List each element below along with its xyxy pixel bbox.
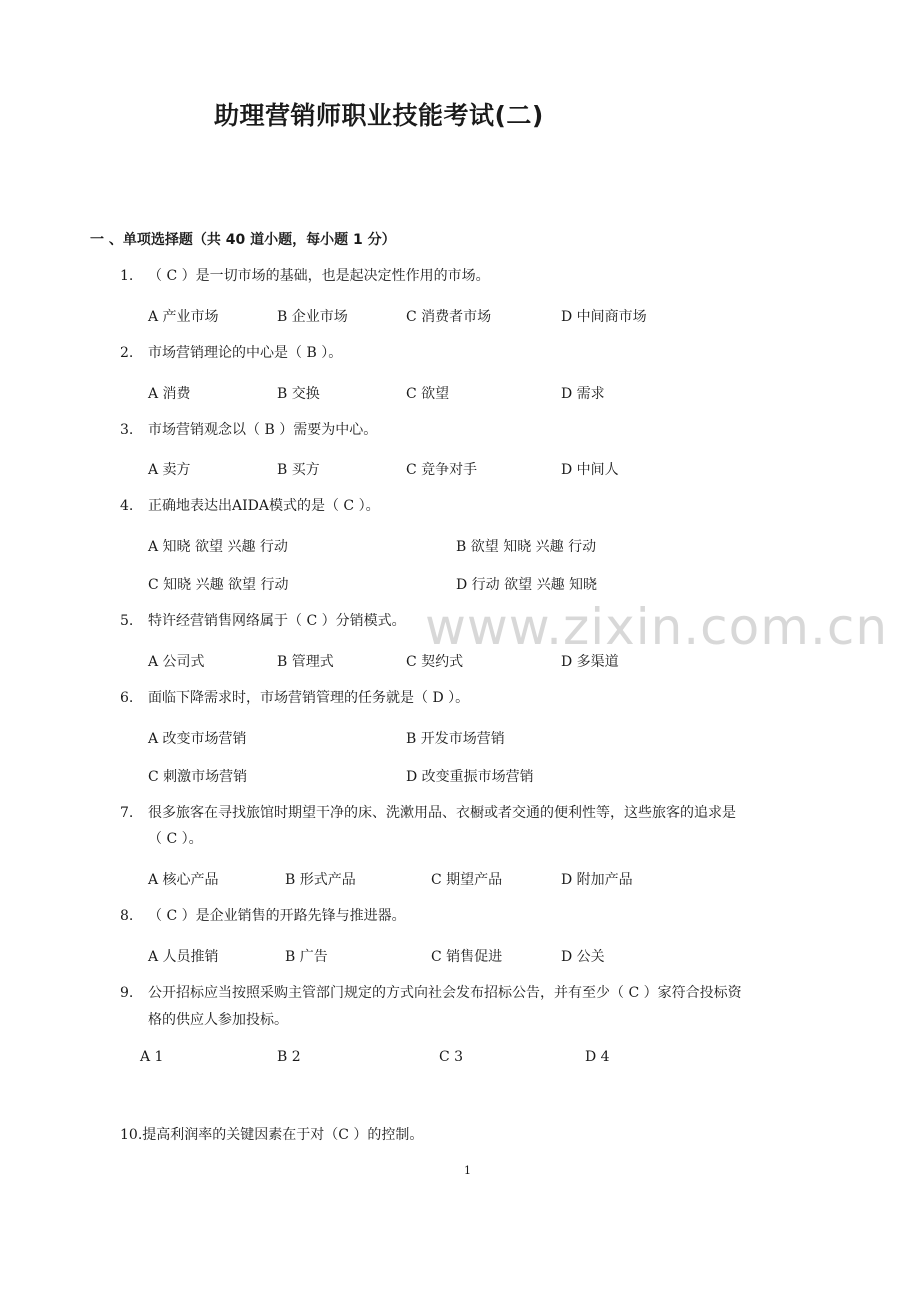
question-text: 市场营销理论的中心是（ B ）。 — [148, 345, 343, 361]
option: B 欲望 知晓 兴趣 行动 — [456, 539, 597, 555]
option: B 开发市场营销 — [406, 731, 505, 747]
question-number: 10. — [120, 1127, 143, 1143]
option: D 需求 — [561, 386, 605, 402]
question-text: 市场营销观念以（ B ）需要为中心。 — [148, 422, 378, 438]
question-9 — [120, 980, 742, 1007]
question-5 — [120, 608, 406, 635]
option: A 人员推销 — [148, 949, 219, 965]
question-2 — [120, 340, 342, 367]
option: A 1 — [140, 1049, 164, 1065]
option: D 公关 — [561, 949, 605, 965]
question-number: 8. — [120, 908, 134, 924]
option: B 交换 — [277, 386, 320, 402]
question-text: （ C ）是一切市场的基础，也是起决定性作用的市场。 — [148, 268, 490, 284]
question-7 — [120, 800, 736, 827]
question-text: 提高利润率的关键因素在于对（C ）的控制。 — [142, 1127, 424, 1143]
question-number: 7. — [120, 805, 134, 821]
question-3 — [120, 417, 377, 444]
question-number: 5. — [120, 613, 134, 629]
page-title: 助理营销师职业技能考试(二) — [214, 101, 544, 130]
option: B 管理式 — [277, 654, 334, 670]
option: B 形式产品 — [285, 872, 356, 888]
question-4 — [120, 493, 380, 520]
option: C 欲望 — [406, 386, 450, 402]
option: D 4 — [585, 1049, 610, 1065]
question-10 — [120, 1122, 423, 1149]
question-number: 6. — [120, 690, 134, 706]
option: B 买方 — [277, 462, 320, 478]
question-8 — [120, 903, 406, 930]
question-number: 9. — [120, 985, 134, 1001]
option: B 企业市场 — [277, 309, 348, 325]
option: D 多渠道 — [561, 654, 619, 670]
option: A 公司式 — [148, 654, 205, 670]
option: B 广告 — [285, 949, 328, 965]
question-text-continued: （ C ）。 — [148, 831, 203, 847]
question-text: 公开招标应当按照采购主管部门规定的方式向社会发布招标公告，并有至少（ C ）家符合投标资 — [148, 985, 742, 1001]
option: C 知晓 兴趣 欲望 行动 — [148, 577, 289, 593]
question-text-continued: 格的供应人参加投标。 — [148, 1012, 288, 1028]
option: B 2 — [277, 1049, 301, 1065]
option: A 改变市场营销 — [148, 731, 247, 747]
option: A 核心产品 — [148, 872, 219, 888]
question-text: 很多旅客在寻找旅馆时期望干净的床、洗漱用品、衣橱或者交通的便利性等，这些旅客的追求是 — [148, 805, 736, 821]
question-text: 面临下降需求时，市场营销管理的任务就是（ D ）。 — [148, 690, 470, 706]
question-1 — [120, 263, 490, 290]
option: D 中间商市场 — [561, 309, 647, 325]
option: D 行动 欲望 兴趣 知晓 — [456, 577, 598, 593]
option: C 3 — [439, 1049, 464, 1065]
watermark: www.zixin.com.cn — [425, 598, 889, 656]
option: A 消费 — [148, 386, 191, 402]
option: A 知晓 欲望 兴趣 行动 — [148, 539, 288, 555]
question-number: 2. — [120, 345, 134, 361]
question-6 — [120, 685, 469, 712]
option: D 改变重振市场营销 — [406, 769, 534, 785]
option: C 消费者市场 — [406, 309, 492, 325]
question-text: 正确地表达出AIDA模式的是（ C ）。 — [148, 498, 380, 514]
option: A 卖方 — [148, 462, 191, 478]
option: C 竞争对手 — [406, 462, 478, 478]
question-text: （ C ）是企业销售的开路先锋与推进器。 — [148, 908, 406, 924]
question-number: 3. — [120, 422, 134, 438]
question-number: 4. — [120, 498, 134, 514]
question-number: 1. — [120, 268, 134, 284]
option: D 附加产品 — [561, 872, 633, 888]
option: C 期望产品 — [431, 872, 503, 888]
option: D 中间人 — [561, 462, 619, 478]
section-heading: 一 、单项选择题（共 40 道小题，每小题 1 分） — [90, 232, 396, 248]
page-number: 1 — [464, 1164, 471, 1177]
option: C 销售促进 — [431, 949, 503, 965]
question-text: 特许经营销售网络属于（ C ）分销模式。 — [148, 613, 406, 629]
option: C 契约式 — [406, 654, 464, 670]
option: A 产业市场 — [148, 309, 219, 325]
option: C 刺激市场营销 — [148, 769, 248, 785]
